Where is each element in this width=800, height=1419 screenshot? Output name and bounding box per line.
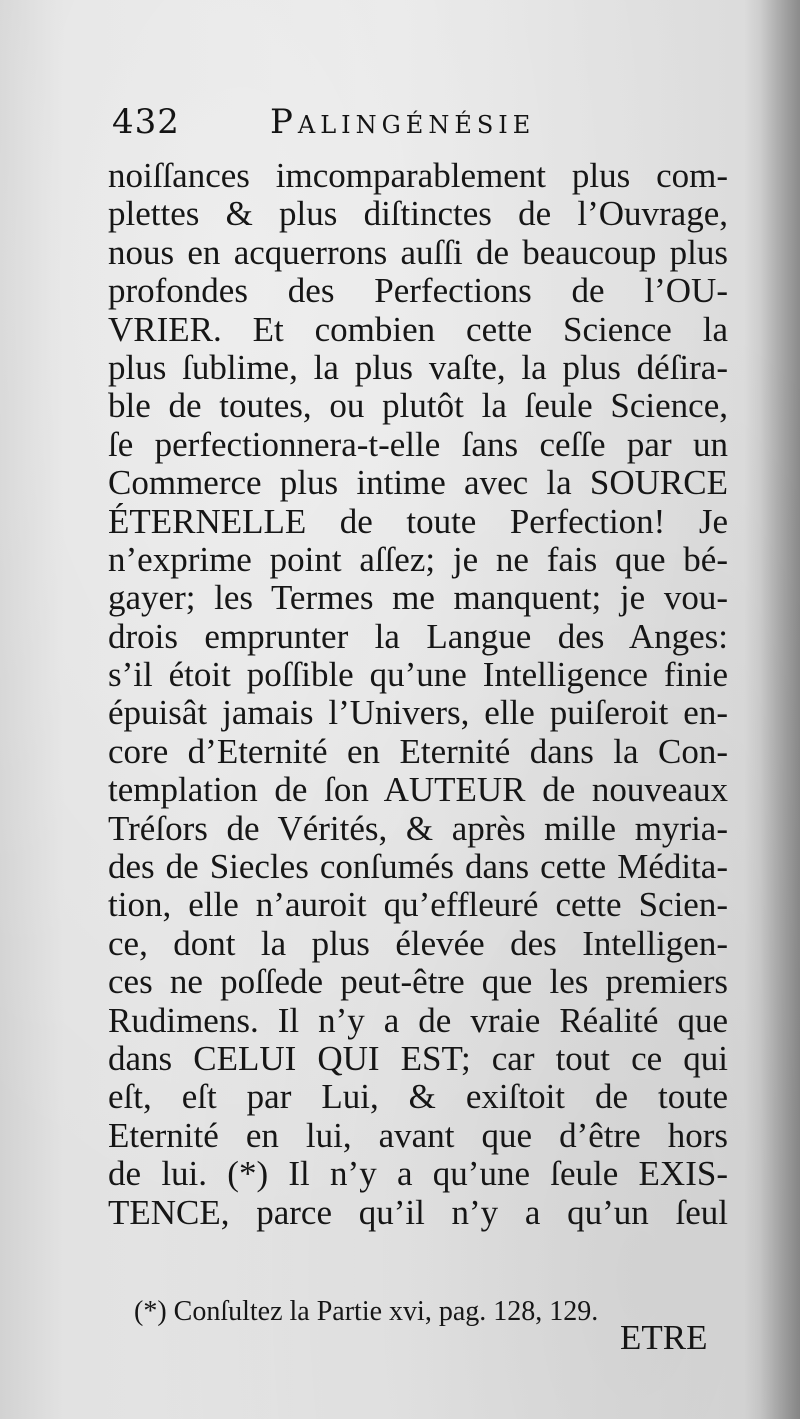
text-line: ſe perfectionnera-t-elle ſans ceſſe par un xyxy=(108,424,728,464)
text-line: Commerce plus intime avec la SOURCE xyxy=(108,463,728,503)
text-line: Tréſors de Vérités, & après mille myria- xyxy=(108,808,728,848)
running-head: Palingénésie xyxy=(270,102,536,142)
text-line: VRIER. Et combien cette Science la xyxy=(108,309,728,349)
catchword: ETRE xyxy=(620,1318,708,1357)
text-line: ble de toutes, ou plutôt la ſeule Science, xyxy=(108,386,728,426)
text-line: n’exprime point aſſez; je ne fais que bé- xyxy=(108,539,728,579)
text-line: Rudimens. Il n’y a de vraie Réalité que xyxy=(108,1000,728,1040)
text-line: eſt, eſt par Lui, & exiſtoit de toute xyxy=(108,1077,728,1117)
text-line: core d’Eternité en Eternité dans la Con- xyxy=(108,731,728,771)
page-header xyxy=(112,100,732,160)
text-line: drois emprunter la Langue des Anges: xyxy=(108,616,728,656)
text-line: plettes & plus diſtinctes de l’Ouvrage, xyxy=(108,194,728,234)
text-line: Eternité en lui, avant que d’être hors xyxy=(108,1115,728,1155)
page-edge-shadow xyxy=(760,0,800,1419)
page-number: 432 xyxy=(112,102,180,142)
text-line: ÉTERNELLE de toute Perfection! Je xyxy=(108,501,728,541)
text-line: ces ne poſſede peut-être que les premiers xyxy=(108,962,728,1002)
text-line: dans CELUI QUI EST; car tout ce qui xyxy=(108,1038,728,1078)
text-line: nous en acquerrons auſſi de beaucoup plus xyxy=(108,232,728,272)
body-text xyxy=(108,157,728,1232)
text-line: profondes des Perfections de l’OU- xyxy=(108,271,728,311)
text-line: gayer; les Termes me manquent; je vou- xyxy=(108,578,728,618)
text-line: plus ſublime, la plus vaſte, la plus déſira- xyxy=(108,347,728,387)
text-line: s’il étoit poſſible qu’une Intelligence finie xyxy=(108,655,728,695)
text-line: TENCE, parce qu’il n’y a qu’un ſeul xyxy=(108,1192,728,1232)
text-line: épuisât jamais l’Univers, elle puiſeroit en- xyxy=(108,693,728,733)
text-line: templation de ſon AUTEUR de nouveaux xyxy=(108,770,728,810)
text-line: noiſſances imcomparablement plus com- xyxy=(108,156,728,195)
text-line: tion, elle n’auroit qu’effleuré cette Scien- xyxy=(108,885,728,925)
text-line: ce, dont la plus élevée des Intelligen- xyxy=(108,923,728,963)
footnote: (*) Conſultez la Partie xvi, pag. 128, 129. xyxy=(134,1296,599,1327)
text-line: des de Siecles conſumés dans cette Médita- xyxy=(108,847,728,887)
text-line: de lui. (*) Il n’y a qu’une ſeule EXIS- xyxy=(108,1154,728,1194)
